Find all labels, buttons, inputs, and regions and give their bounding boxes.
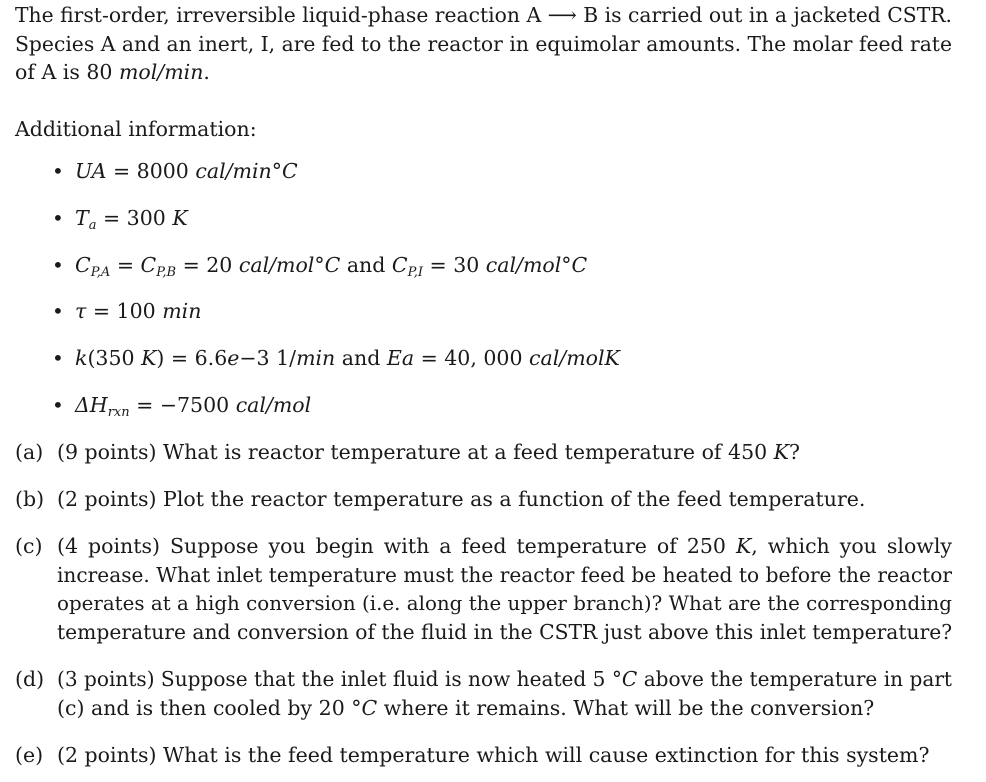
question-c-line-2: increase. What inlet temperature must the reactor feed be heated to before the reactor [57, 563, 952, 587]
question-b-text: (2 points) Plot the reactor temperature as a function of the feed temperature. [57, 487, 866, 511]
ta-value: $T_a = 300$ K [75, 206, 188, 233]
question-d-line-1: (3 points) Suppose that the inlet fluid is now heated 5 °C above the temperature in part [57, 667, 952, 691]
ua-value: UA = 8000 cal/min°C [75, 159, 298, 183]
question-d-label: (d) [15, 667, 45, 691]
cp-value: $C_{P,A} = C_{P,B} = 20$ cal/mol°C and $C_{P,I} = 30$ cal/mol°C [75, 253, 588, 280]
question-e-text: (2 points) What is the feed temperature which will cause extinction for this system? [57, 743, 930, 767]
intro-line-2: Species A and an inert, I, are fed to the reactor in equimolar amounts. The molar feed rate [15, 32, 952, 56]
question-d-line-2: (c) and is then cooled by 20 °C where it remains. What will be the conversion? [57, 696, 875, 720]
intro-line-1: The first-order, irreversible liquid-phase reaction A ⟶ B is carried out in a jacketed CSTR. [15, 3, 952, 27]
question-c-line-4: temperature and conversion of the fluid in the CSTR just above this inlet temperature? [57, 620, 953, 644]
question-e-label: (e) [15, 743, 44, 767]
question-a-text: (9 points) What is reactor temperature at a feed temperature of 450 K? [57, 440, 800, 464]
question-c-line-3: operates at a high conversion (i.e. along the upper branch)? What are the corresponding [57, 592, 952, 615]
bullet-icon: • [52, 299, 64, 323]
question-a-label: (a) [15, 440, 44, 464]
bullet-icon: • [52, 206, 64, 230]
question-c-line-1: (4 points) Suppose you begin with a feed temperature of 250 K, which you slowly [57, 534, 952, 558]
bullet-icon: • [52, 159, 64, 183]
tau-value: τ = 100 min [75, 299, 202, 323]
bullet-icon: • [52, 253, 64, 277]
k-value: k(350 K) = 6.6e−3 1/min and Ea = 40, 000 cal/molK [75, 346, 620, 370]
question-c-label: (c) [15, 534, 43, 558]
additional-heading: Additional information: [15, 117, 257, 141]
question-b-label: (b) [15, 487, 45, 511]
bullet-icon: • [52, 346, 64, 370]
dh-value: $\Delta H_{rxn} = -7500$ cal/mol [75, 393, 312, 420]
intro-line-3: of A is 80 mol/min. [15, 60, 210, 84]
bullet-icon: • [52, 393, 64, 417]
